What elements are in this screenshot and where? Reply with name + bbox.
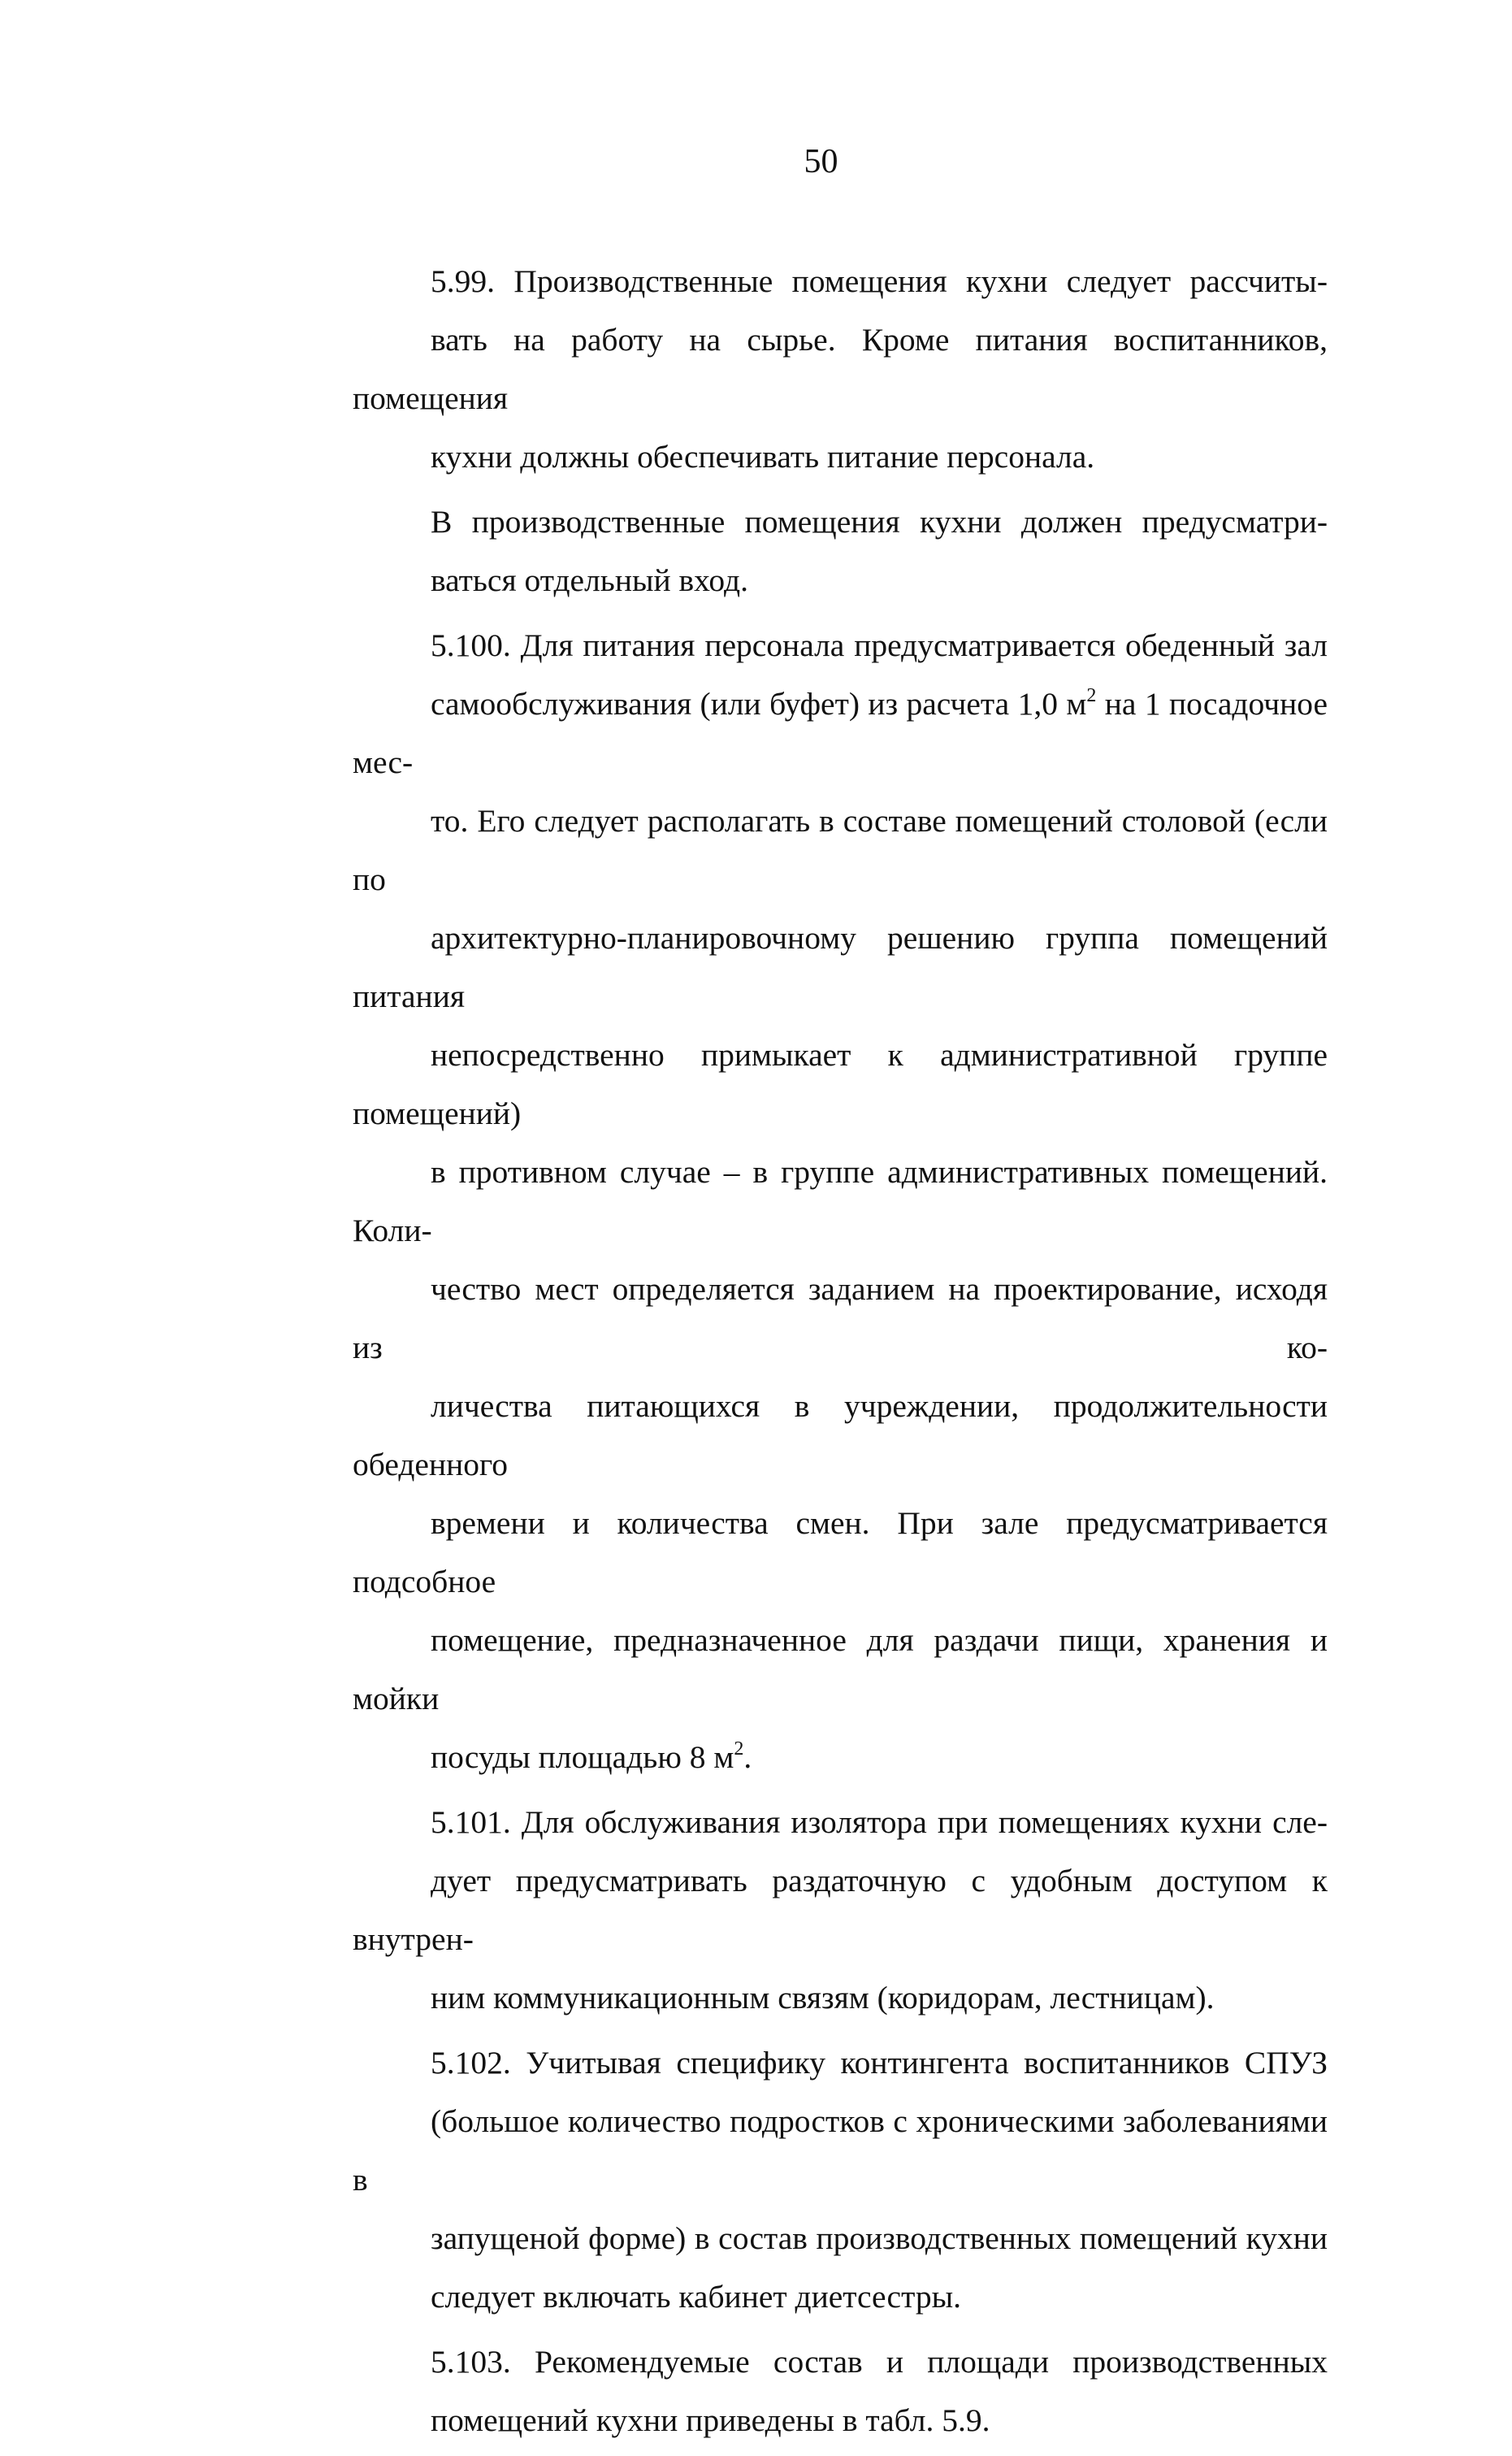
text-line: личества питающихся в учреждении, продолжительности обеденного: [353, 1388, 1328, 1482]
text-line: [353, 1728, 1328, 1786]
text-line: ним коммуникационным связям (коридорам, лестницам).: [431, 1980, 1215, 2016]
text-line: помещений кухни приведены в табл. 5.9.: [431, 2402, 990, 2438]
text-line: (большое количество подростков с хроническими заболеваниями в: [353, 2103, 1328, 2198]
text-line: то. Его следует располагать в составе помещений столовой (если по: [353, 803, 1328, 897]
text-line: ваться отдельный вход.: [431, 562, 748, 598]
text-line: дует предусматривать раздаточную с удобным доступом к внутрен-: [353, 1863, 1328, 1957]
text-fragment: посуды площадью 8 м: [431, 1739, 734, 1775]
text-line: кухни должны обеспечивать питание персонала.: [431, 439, 1095, 475]
text-line: 5.102. Учитывая специфику контингента воспитанников СПУЗ: [431, 2045, 1328, 2081]
text-line: непосредственно примыкает к административной группе помещений): [353, 1037, 1328, 1131]
paragraph-5-99: [353, 252, 1328, 486]
paragraph-5-101: [353, 1793, 1328, 2027]
paragraph-5-100: [353, 616, 1328, 1786]
text-line: в противном случае – в группе административных помещений. Коли-: [353, 1154, 1328, 1248]
text-line: следует включать кабинет диетсестры.: [431, 2279, 961, 2315]
text-line: запущеной форме) в состав производственных помещений кухни: [431, 2220, 1328, 2256]
text-line: времени и количества смен. При зале предусматривается подсобное: [353, 1505, 1328, 1599]
text-line: В производственные помещения кухни должен предусматри-: [431, 504, 1328, 540]
superscript: 2: [734, 1738, 744, 1760]
text-fragment: самообслуживания (или буфет) из расчета 1,0 м: [431, 686, 1087, 722]
text-fragment: .: [743, 1739, 752, 1775]
text-line: помещение, предназначенное для раздачи пищи, хранения и мойки: [353, 1622, 1328, 1716]
text-line: 5.99. Производственные помещения кухни следует рассчиты-: [431, 263, 1328, 299]
text-line: вать на работу на сырье. Кроме питания воспитанников, помещения: [353, 322, 1328, 416]
paragraph-entrance: [353, 493, 1328, 610]
paragraph-5-102: [353, 2033, 1328, 2326]
paragraph-5-103: [353, 2332, 1328, 2449]
page-number: 50: [804, 143, 838, 180]
text-line: 5.100. Для питания персонала предусматривается обеденный зал: [431, 627, 1328, 663]
superscript: 2: [1086, 685, 1097, 706]
text-line: [353, 675, 1328, 792]
body-text: [353, 252, 1328, 2456]
text-line: 5.101. Для обслуживания изолятора при помещениях кухни сле-: [431, 1804, 1328, 1840]
text-fragment: на 1 посадочное мес-: [353, 686, 1328, 780]
text-line: 5.103. Рекомендуемые состав и площади производственных: [431, 2344, 1328, 2380]
text-line: архитектурно-планировочному решению группа помещений питания: [353, 920, 1328, 1014]
text-line: чество мест определяется заданием на проектирование, исходя из ко-: [353, 1271, 1328, 1365]
